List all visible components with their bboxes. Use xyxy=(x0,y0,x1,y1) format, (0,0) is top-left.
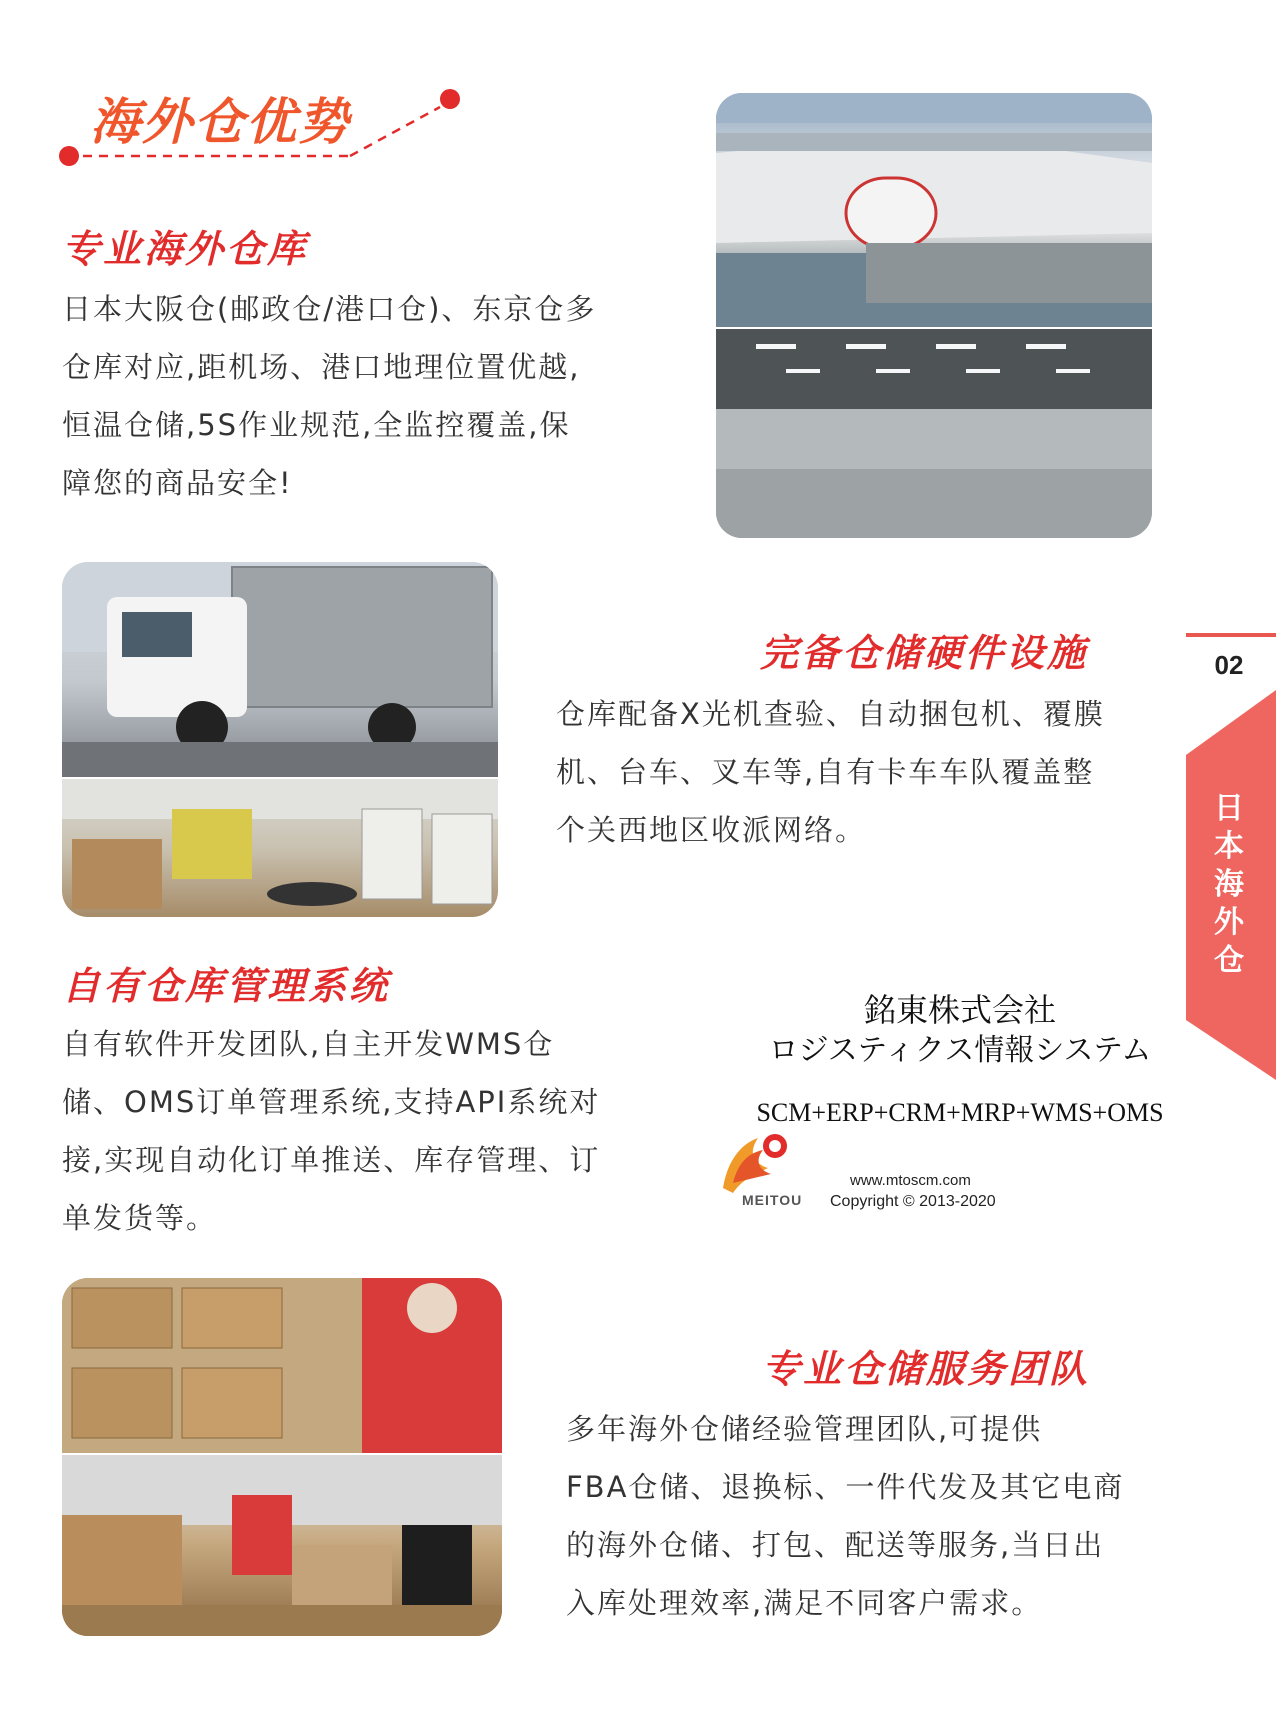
phoenix-logo-icon xyxy=(713,1128,803,1198)
section-body-warehouse xyxy=(62,280,662,512)
warehouse-interior-image xyxy=(716,329,1152,538)
section-body-team xyxy=(566,1400,1166,1632)
side-tab-char: 外 xyxy=(1214,905,1244,940)
section-title-warehouse: 专业海外仓库 xyxy=(62,227,309,271)
body-line: 机、台车、叉车等,自有卡车车队覆盖整 xyxy=(556,755,1095,789)
section-title-hardware: 完备仓储硬件设施 xyxy=(760,631,1089,675)
team-photo xyxy=(62,1278,502,1636)
body-line: FBA仓储、退换标、一件代发及其它电商 xyxy=(566,1470,1125,1504)
body-line: 单发货等。 xyxy=(62,1201,218,1235)
system-name: ロジスティクス情報システム xyxy=(768,1033,1152,1068)
body-line: 仓库对应,距机场、港口地理位置优越, xyxy=(62,350,581,384)
body-line: 储、OMS订单管理系统,支持API系统对 xyxy=(62,1085,601,1119)
body-line: 入库处理效率,满足不同客户需求。 xyxy=(566,1586,1043,1620)
body-line: 障您的商品安全! xyxy=(62,466,293,500)
warehouse-exterior-image xyxy=(716,93,1152,327)
section-body-hardware xyxy=(556,685,1156,859)
body-line: 接,实现自动化订单推送、库存管理、订 xyxy=(62,1143,601,1177)
packing-machines-image xyxy=(62,779,498,917)
side-tab-char: 本 xyxy=(1214,829,1244,864)
page-title: 海外仓优势 xyxy=(90,93,350,151)
brand-name: MEITOU xyxy=(742,1192,803,1208)
system-modules: SCM+ERP+CRM+MRP+WMS+OMS xyxy=(756,1098,1164,1127)
warehouse-photo xyxy=(716,93,1152,538)
staff-shelves-image xyxy=(62,1278,502,1453)
copyright-text: Copyright © 2013-2020 xyxy=(830,1193,996,1210)
company-name: 銘東株式会社 xyxy=(863,991,1056,1029)
page-number: 02 xyxy=(1214,650,1244,680)
side-tab-char: 仓 xyxy=(1214,943,1244,978)
section-title-system: 自有仓库管理系统 xyxy=(62,964,391,1008)
body-line: 自有软件开发团队,自主开发WMS仓 xyxy=(62,1027,555,1061)
body-line: 的海外仓储、打包、配送等服务,当日出 xyxy=(566,1528,1105,1562)
side-tab-char: 日 xyxy=(1214,791,1244,826)
side-tab-line xyxy=(1186,633,1276,637)
staff-packing-image xyxy=(62,1455,502,1636)
body-line: 日本大阪仓(邮政仓/港口仓)、东京仓多 xyxy=(62,292,597,326)
body-line: 多年海外仓储经验管理团队,可提供 xyxy=(566,1412,1043,1446)
website-url[interactable]: www.mtoscm.com xyxy=(850,1172,971,1189)
truck-image xyxy=(62,562,498,777)
equipment-photo xyxy=(62,562,498,917)
body-line: 个关西地区收派网络。 xyxy=(556,813,867,847)
side-tab-label xyxy=(1186,790,1272,980)
section-title-team: 专业仓储服务团队 xyxy=(762,1347,1091,1391)
side-tab-char: 海 xyxy=(1214,867,1244,902)
section-body-system xyxy=(62,1015,662,1247)
body-line: 仓库配备X光机查验、自动捆包机、覆膜 xyxy=(556,697,1105,731)
body-line: 恒温仓储,5S作业规范,全监控覆盖,保 xyxy=(62,408,571,442)
